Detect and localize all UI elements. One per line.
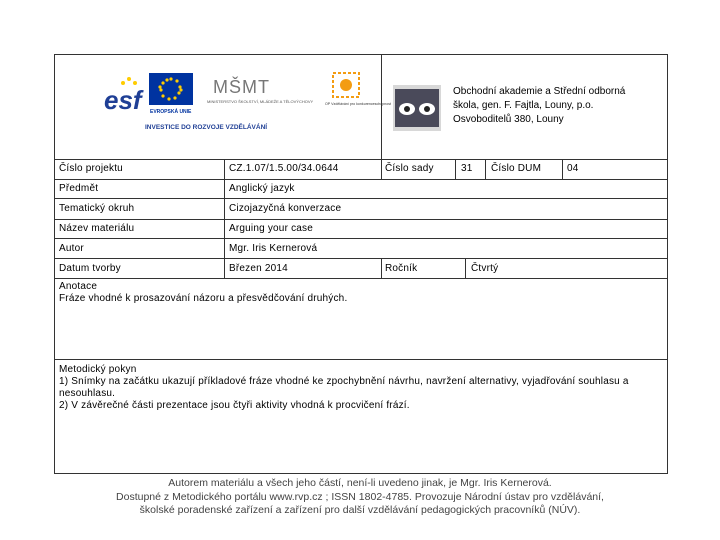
table-rule [55, 219, 667, 220]
project-info-sheet [54, 54, 668, 474]
school-logo-icon [393, 85, 441, 131]
subject-value: Anglický jazyk [229, 183, 295, 194]
annotation-section [59, 281, 663, 305]
year-value: Čtvrtý [471, 263, 499, 274]
material-title-value: Arguing your case [229, 223, 314, 234]
material-title-label: Název materiálu [59, 223, 135, 234]
project-number-label: Číslo projektu [59, 163, 123, 174]
dum-number-label: Číslo DUM [491, 163, 542, 174]
set-number-value: 31 [461, 163, 473, 174]
creation-date-label: Datum tvorby [59, 263, 121, 274]
table-rule [485, 159, 486, 179]
method-line: 1) Snímky na začátku ukazují příkladové fráze vhodné ke zpochybnění návrhu, navržení alternativy, vyjadřování souhlasu a nesouhlasu. [59, 376, 629, 399]
footer-line: školské poradenské zařízení a zařízení pro další vzdělávání pedagogických pracovníků (NÚV). [139, 504, 581, 516]
msmt-text: MŠMT [213, 77, 270, 97]
logo-strip [103, 71, 393, 151]
table-rule [381, 55, 382, 179]
logo-caption: INVESTICE DO ROZVOJE VZDĚLÁVÁNÍ [145, 124, 268, 131]
school-address [453, 85, 625, 127]
table-rule [224, 159, 225, 278]
msmt-caption: MINISTERSTVO ŠKOLSTVÍ, MLÁDEŽE A TĚLOVÝCHOVY [207, 99, 314, 104]
msmt-logo [207, 76, 314, 104]
creation-date-value: Březen 2014 [229, 263, 288, 274]
annotation-title: Anotace [59, 281, 98, 292]
footer [0, 477, 720, 518]
esf-text: esf [104, 85, 142, 115]
logos-svg [103, 71, 393, 151]
table-rule [55, 198, 667, 199]
set-number-label: Číslo sady [385, 163, 434, 174]
eu-flag-logo [149, 73, 193, 115]
author-label: Autor [59, 243, 84, 254]
school-line: škola, gen. F. Fajtla, Louny, p.o. [453, 100, 594, 111]
dum-number-value: 04 [567, 163, 579, 174]
table-rule [55, 359, 667, 360]
table-rule [55, 159, 667, 160]
table-rule [55, 179, 667, 180]
method-section [59, 364, 659, 412]
table-rule [465, 258, 466, 278]
table-rule [55, 238, 667, 239]
footer-line: Dostupné z Metodického portálu www.rvp.cz ; ISSN 1802-4785. Provozuje Národní ústav pro vzdělávání, [116, 490, 604, 503]
table-rule [55, 278, 667, 279]
topic-label: Tematický okruh [59, 203, 135, 214]
table-rule [562, 159, 563, 179]
table-rule [455, 159, 456, 179]
year-label: Ročník [385, 263, 418, 274]
table-rule [55, 258, 667, 259]
subject-label: Předmět [59, 183, 99, 194]
annotation-text: Fráze vhodné k prosazování názoru a přesvědčování druhých. [59, 293, 348, 304]
school-line: Obchodní akademie a Střední odborná [453, 86, 626, 97]
topic-value: Cizojazyčná konverzace [229, 203, 342, 214]
table-rule [381, 258, 382, 278]
footer-line: Autorem materiálu a všech jeho částí, není-li uvedeno jinak, je Mgr. Iris Kernerová. [168, 477, 552, 489]
project-number-value: CZ.1.07/1.5.00/34.0644 [229, 163, 339, 174]
method-line: 2) V závěrečné části prezentace jsou čtyři aktivity vhodná k procvičení frází. [59, 400, 410, 411]
esf-logo [103, 73, 144, 115]
author-value: Mgr. Iris Kernerová [229, 243, 318, 254]
method-title: Metodický pokyn [59, 364, 137, 375]
school-line: Osvoboditelů 380, Louny [453, 114, 564, 125]
op-caption: OP Vzdělávání pro konkurenceschopnost [325, 102, 392, 106]
eu-caption: EVROPSKÁ UNIE [150, 109, 192, 115]
